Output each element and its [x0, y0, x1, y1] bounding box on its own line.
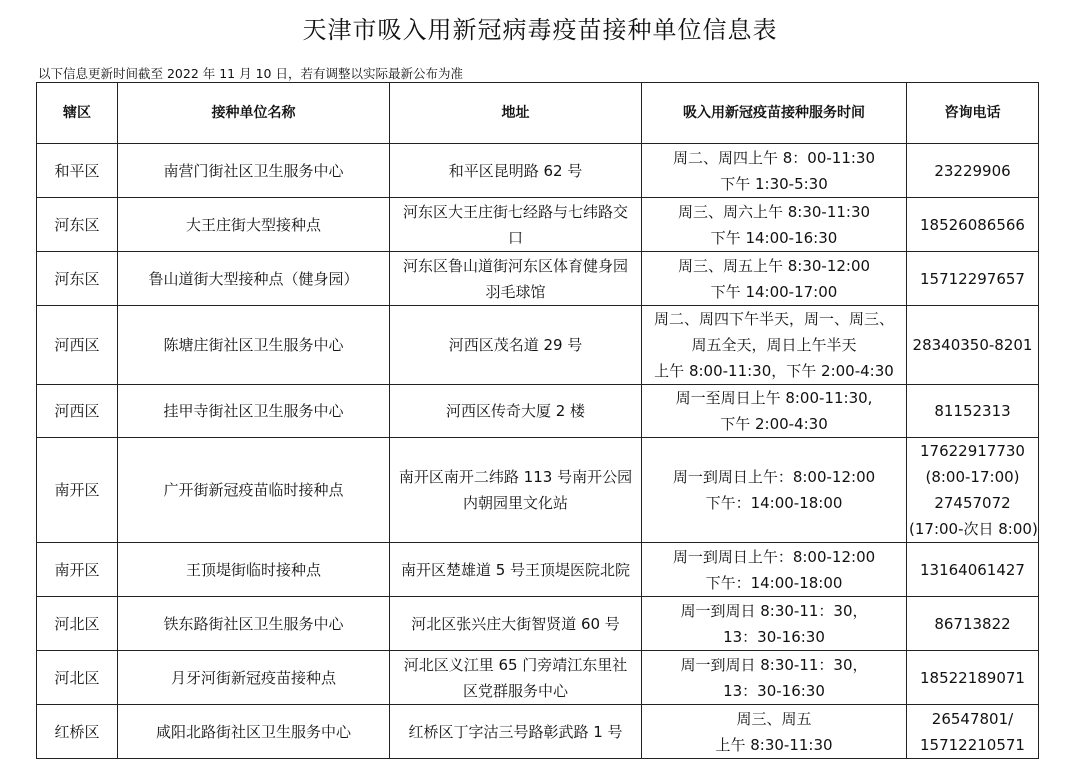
table-row: [37, 543, 1039, 597]
cell-service-time: [642, 385, 907, 438]
cell-address: [390, 438, 642, 543]
cell-service-time-line: 上午 8:00-11:30，下午 2:00-4:30: [654, 362, 894, 380]
cell-phone-line: 15712297657: [920, 269, 1025, 288]
cell-address: [390, 144, 642, 198]
cell-address: [390, 385, 642, 438]
header-unit-name: 接种单位名称: [118, 83, 390, 144]
cell-phone-line: 28340350-8201: [912, 336, 1033, 354]
cell-district: 和平区: [37, 144, 118, 198]
cell-address-line: 和平区昆明路 62 号: [448, 161, 583, 180]
cell-service-time-line: 13：30-16:30: [723, 681, 825, 700]
cell-phone-line: (17:00-次日 8:00): [909, 520, 1038, 538]
table-row: [37, 144, 1039, 198]
cell-phone-line: 81152313: [934, 402, 1011, 420]
cell-service-time-line: 周五全天，周日上午半天: [691, 336, 857, 354]
cell-district: 河西区: [37, 385, 118, 438]
table-row: [37, 198, 1039, 252]
cell-address-line: 河西区茂名道 29 号: [448, 336, 583, 354]
header-address: 地址: [390, 83, 642, 144]
cell-district: 河东区: [37, 252, 118, 306]
cell-service-time: [642, 438, 907, 543]
cell-service-time: [642, 543, 907, 597]
cell-address: [390, 252, 642, 306]
cell-service-time: [642, 144, 907, 198]
table-row: [37, 651, 1039, 705]
cell-address: [390, 306, 642, 385]
cell-service-time-line: 周二、周四上午 8：00-11:30: [672, 148, 876, 167]
vaccination-sites-table: [36, 82, 1039, 759]
cell-phone: [907, 252, 1039, 306]
cell-phone-line: (8:00-17:00): [925, 468, 1020, 486]
cell-unit-name: 铁东路街社区卫生服务中心: [118, 597, 390, 651]
cell-district: 河西区: [37, 306, 118, 385]
cell-service-time: [642, 252, 907, 306]
cell-phone-line: 27457072: [934, 494, 1011, 512]
cell-unit-name: 月牙河街新冠疫苗接种点: [118, 651, 390, 705]
table-row: [37, 385, 1039, 438]
cell-service-time-line: 下午 14:00-16:30: [710, 228, 838, 247]
cell-phone: [907, 306, 1039, 385]
cell-address: [390, 198, 642, 252]
cell-service-time: [642, 306, 907, 385]
cell-service-time: [642, 651, 907, 705]
cell-address: [390, 651, 642, 705]
cell-phone: [907, 651, 1039, 705]
cell-district: 河北区: [37, 597, 118, 651]
cell-phone-line: 26547801/: [931, 709, 1014, 728]
cell-service-time-line: 13：30-16:30: [723, 627, 825, 646]
cell-address-line: 河东区大王庄街七经路与七纬路交: [402, 202, 628, 221]
cell-address-line: 口: [507, 228, 523, 247]
cell-phone: [907, 597, 1039, 651]
cell-district: 河北区: [37, 651, 118, 705]
cell-service-time-line: 上午 8:30-11:30: [715, 735, 833, 754]
cell-phone-line: 23229906: [934, 161, 1011, 180]
cell-phone-line: 15712210571: [920, 735, 1025, 754]
cell-address-line: 内朝园里文化站: [462, 494, 568, 512]
cell-phone-line: 18526086566: [920, 215, 1025, 234]
cell-phone: [907, 543, 1039, 597]
cell-service-time-line: 周二、周四下午半天，周一、周三、: [653, 310, 894, 328]
cell-address-line: 南开区楚雄道 5 号王顶堤医院北院: [400, 560, 631, 579]
cell-phone-line: 18522189071: [920, 668, 1025, 687]
cell-unit-name: 南营门街社区卫生服务中心: [118, 144, 390, 198]
cell-service-time-line: 周三、周六上午 8:30-11:30: [677, 202, 871, 221]
cell-phone: [907, 438, 1039, 543]
cell-service-time-line: 周一到周日上午：8:00-12:00: [672, 547, 876, 566]
cell-phone-line: 17622917730: [920, 442, 1025, 460]
cell-service-time-line: 下午 1:30-5:30: [720, 174, 828, 193]
cell-unit-name: 大王庄街大型接种点: [118, 198, 390, 252]
cell-district: 河东区: [37, 198, 118, 252]
cell-address: [390, 597, 642, 651]
cell-service-time: [642, 705, 907, 759]
cell-service-time-line: 周一到周日 8:30-11：30，: [680, 655, 868, 674]
table-row: [37, 438, 1039, 543]
table-row: [37, 705, 1039, 759]
cell-unit-name: 咸阳北路街社区卫生服务中心: [118, 705, 390, 759]
cell-phone-line: 86713822: [934, 614, 1011, 633]
page-title: 天津市吸入用新冠病毒疫苗接种单位信息表: [302, 16, 778, 44]
cell-address-line: 河北区义江里 65 门旁靖江东里社: [403, 655, 628, 674]
cell-phone: [907, 705, 1039, 759]
cell-unit-name: 王顶堤街临时接种点: [118, 543, 390, 597]
cell-unit-name: 广开街新冠疫苗临时接种点: [118, 438, 390, 543]
table-row: [37, 252, 1039, 306]
table-row: [37, 597, 1039, 651]
cell-unit-name: 鲁山道街大型接种点（健身园）: [118, 252, 390, 306]
table-body: [37, 144, 1039, 759]
cell-unit-name: 陈塘庄街社区卫生服务中心: [118, 306, 390, 385]
cell-address-line: 南开区南开二纬路 113 号南开公园: [398, 468, 633, 486]
cell-phone: [907, 385, 1039, 438]
cell-service-time-line: 周三、周五上午 8:30-12:00: [677, 256, 871, 275]
update-note: 以下信息更新时间截至 2022 年 11 月 10 日，若有调整以实际最新公布为准: [38, 66, 463, 81]
cell-address-line: 河东区鲁山道街河东区体育健身园: [402, 256, 628, 275]
cell-service-time-line: 下午：14:00-18:00: [705, 573, 843, 592]
table-header-row: [37, 83, 1039, 144]
cell-district: 南开区: [37, 438, 118, 543]
table-row: [37, 306, 1039, 385]
cell-district: 南开区: [37, 543, 118, 597]
header-service-time: 吸入用新冠疫苗接种服务时间: [642, 83, 907, 144]
cell-service-time-line: 周一至周日上午 8:00-11:30,: [675, 389, 873, 407]
cell-phone-line: 13164061427: [920, 560, 1025, 579]
cell-phone: [907, 198, 1039, 252]
cell-service-time-line: 下午：14:00-18:00: [705, 494, 843, 512]
header-phone: 咨询电话: [907, 83, 1039, 144]
cell-unit-name: 挂甲寺街社区卫生服务中心: [118, 385, 390, 438]
cell-address: [390, 543, 642, 597]
cell-address-line: 羽毛球馆: [485, 282, 546, 301]
cell-address: [390, 705, 642, 759]
cell-address-line: 区党群服务中心: [462, 681, 568, 700]
cell-district: 红桥区: [37, 705, 118, 759]
cell-phone: [907, 144, 1039, 198]
cell-address-line: 红桥区丁字沽三号路彰武路 1 号: [408, 722, 623, 741]
cell-address-line: 河西区传奇大厦 2 楼: [445, 402, 586, 420]
cell-service-time-line: 周一到周日上午：8:00-12:00: [672, 468, 876, 486]
cell-service-time-line: 周一到周日 8:30-11：30，: [680, 601, 868, 620]
header-district: 辖区: [37, 83, 118, 144]
cell-service-time-line: 周三、周五: [736, 709, 812, 728]
cell-service-time: [642, 597, 907, 651]
cell-address-line: 河北区张兴庄大街智贤道 60 号: [411, 614, 620, 633]
cell-service-time: [642, 198, 907, 252]
cell-service-time-line: 下午 2:00-4:30: [720, 415, 828, 433]
cell-service-time-line: 下午 14:00-17:00: [710, 282, 838, 301]
